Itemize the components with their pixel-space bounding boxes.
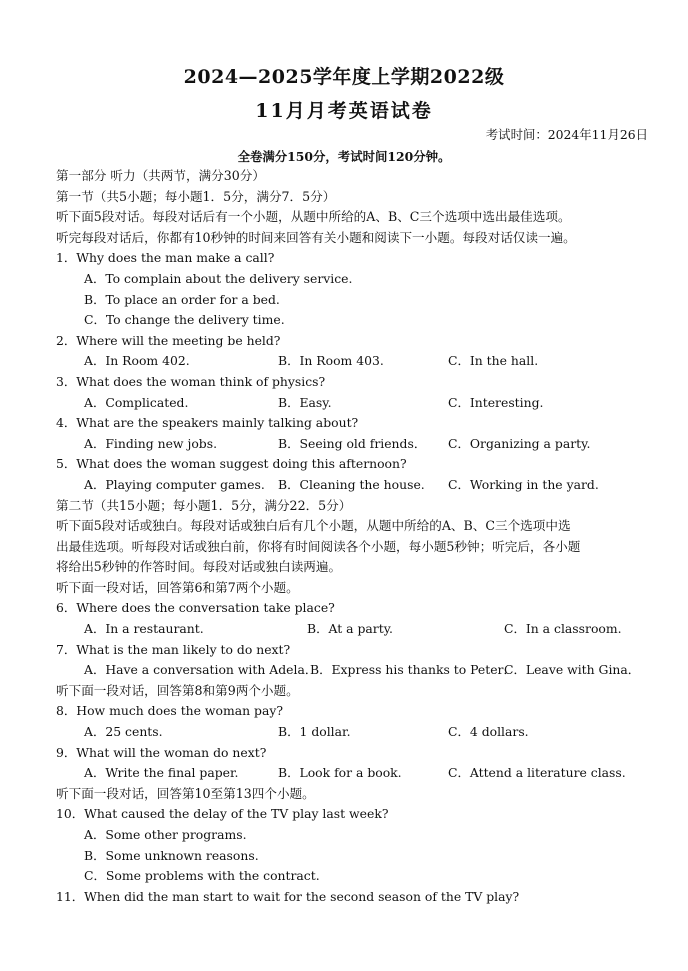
option-c: C．Attend a literature class. bbox=[448, 765, 626, 781]
option-c: C．4 dollars. bbox=[448, 724, 529, 740]
score-note: 全卷满分150分，考试时间120分钟。 bbox=[237, 149, 451, 164]
options-row bbox=[56, 393, 656, 414]
option-a: A．Some other programs. bbox=[84, 827, 247, 842]
option-b: B．1 dollar. bbox=[278, 724, 351, 740]
question-stem: 2．Where will the meeting be held? bbox=[56, 332, 281, 348]
option-c: C．Some problems with the contract. bbox=[84, 868, 320, 884]
option-c: C．In a classroom. bbox=[504, 621, 622, 637]
question-stem: 9．What will the woman do next? bbox=[56, 744, 267, 760]
question-stem: 10．What caused the delay of the TV play last week? bbox=[56, 806, 389, 822]
question-stem: 5．What does the woman suggest doing this afternoon? bbox=[56, 456, 407, 472]
question-stem: 6．Where does the conversation take place? bbox=[56, 600, 335, 616]
listening-prompt: 听下面一段对话，回答第6和第7两个小题。 bbox=[56, 579, 299, 595]
section2-heading: 第二节（共15小题；每小题1．5分，满分22．5分） bbox=[56, 497, 352, 513]
option-c: C．To change the delivery time. bbox=[84, 312, 285, 328]
question-stem: 8．How much does the woman pay? bbox=[56, 703, 284, 719]
option-b: B．Easy. bbox=[278, 394, 332, 410]
option-a: A．Finding new jobs. bbox=[84, 435, 218, 451]
option-a: A．To complain about the delivery service. bbox=[84, 270, 353, 286]
option-b: B．Seeing old friends． bbox=[278, 435, 427, 451]
question-stem: 1．Why does the man make a call? bbox=[56, 250, 275, 266]
option-c: C．Organizing a party. bbox=[448, 435, 591, 451]
option-b: B．Cleaning the house. bbox=[278, 476, 425, 492]
section1-instruction: 听下面5段对话。每段对话后有一个小题，从题中所给的A、B、C三个选项中选出最佳选项。 bbox=[56, 209, 571, 225]
option-a: A．Complicated. bbox=[84, 394, 189, 410]
option-b: B．Some unknown reasons. bbox=[84, 847, 259, 863]
option-c: C．Working in the yard. bbox=[448, 476, 599, 492]
exam-time: 考试时间：2024年11月26日 bbox=[485, 127, 648, 142]
option-c: C．Leave with Gina． bbox=[504, 662, 641, 678]
option-a: A．25 cents. bbox=[84, 724, 163, 740]
section1-instruction: 听完每段对话后，你都有10秒钟的时间来回答有关小题和阅读下一小题。每段对话仅读一遍。 bbox=[56, 229, 576, 245]
question-stem: 3．What does the woman think of physics? bbox=[56, 373, 326, 389]
question-stem: 11．When did the man start to wait for the second season of the TV play? bbox=[56, 888, 520, 904]
option-c: C．In the hall. bbox=[448, 353, 539, 369]
option-b: B．Look for a book. bbox=[278, 765, 402, 781]
section2-instruction: 听下面5段对话或独白。每段对话或独白后有几个小题，从题中所给的A、B、C三个选项中选 bbox=[56, 518, 571, 534]
option-b: B．At a party. bbox=[307, 621, 393, 637]
option-a: A．In a restaurant. bbox=[84, 621, 204, 637]
option-b: B．To place an order for a bed. bbox=[84, 291, 280, 307]
option-b: B．Express his thanks to Peter． bbox=[310, 662, 516, 678]
section2-instruction: 出最佳选项。听每段对话或独白前，你将有时间阅读各个小题，每小题5秒钟；听完后，各小题 bbox=[56, 538, 581, 554]
exam-title-line1: 2024—2025学年度上学期2022级 bbox=[183, 66, 505, 88]
option-b: B．In Room 403. bbox=[278, 353, 384, 369]
options-row bbox=[56, 660, 656, 681]
option-a: A．In Room 402. bbox=[84, 353, 190, 369]
option-a: A．Write the final paper. bbox=[84, 765, 239, 781]
options-row bbox=[56, 351, 656, 372]
section2-instruction: 将给出5秒钟的作答时间。每段对话或独白读两遍。 bbox=[56, 559, 342, 575]
section1-heading: 第一节（共5小题；每小题1．5分，满分7．5分） bbox=[56, 188, 336, 204]
question-stem: 4．What are the speakers mainly talking about? bbox=[56, 415, 359, 431]
part1-heading: 第一部分 听力（共两节，满分30分） bbox=[56, 168, 265, 183]
options-row bbox=[56, 722, 656, 743]
listening-prompt: 听下面一段对话，回答第8和第9两个小题。 bbox=[56, 682, 299, 698]
option-c: C．Interesting. bbox=[448, 394, 544, 410]
question-stem: 7．What is the man likely to do next? bbox=[56, 641, 291, 657]
options-row bbox=[56, 475, 656, 496]
listening-prompt: 听下面一段对话，回答第10至第13四个小题。 bbox=[56, 785, 315, 801]
exam-content bbox=[56, 166, 656, 907]
option-a: A．Have a conversation with Adela． bbox=[84, 662, 318, 678]
options-row bbox=[56, 434, 656, 455]
options-row bbox=[56, 619, 656, 640]
exam-title-line2: 11月月考英语试卷 bbox=[255, 100, 433, 122]
options-row bbox=[56, 763, 656, 784]
option-a: A．Playing computer games. bbox=[84, 476, 265, 492]
